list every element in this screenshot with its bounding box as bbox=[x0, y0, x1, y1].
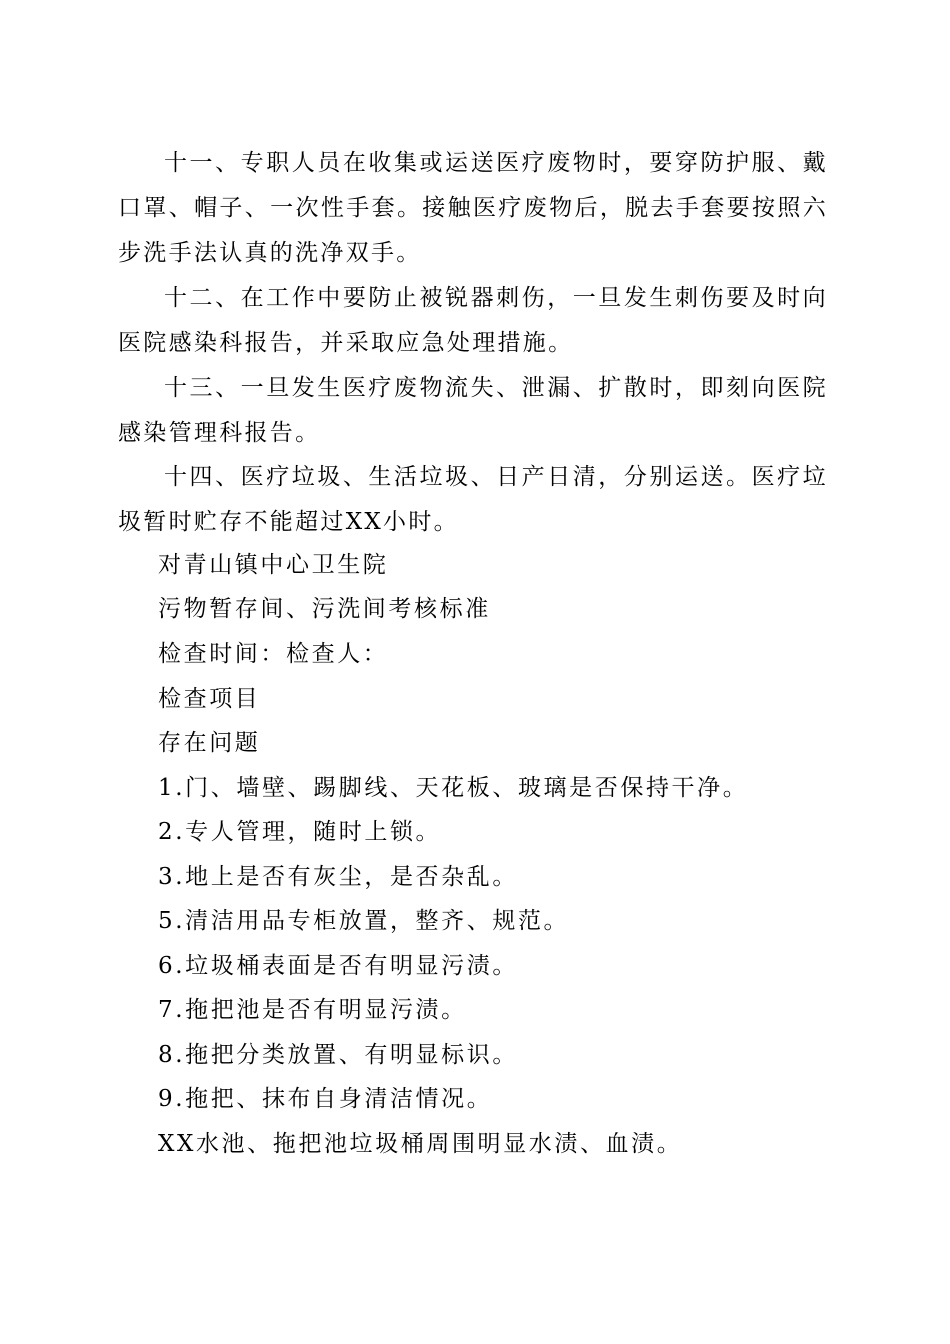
check-item-water-pool: XX水池、拖把池垃圾桶周围明显水渍、血渍。 bbox=[158, 1131, 683, 1157]
check-item-7: 7.拖把池是否有明显污渍。 bbox=[158, 997, 467, 1023]
hospital-name: 对青山镇中心卫生院 bbox=[158, 552, 389, 578]
paragraph-thirteen: 十三、一旦发生医疗废物流失、泄漏、扩散时，即刻向医院感染管理科报告。 bbox=[118, 375, 828, 446]
check-item-2: 2.专人管理，随时上锁。 bbox=[158, 819, 442, 845]
existing-problems-heading: 存在问题 bbox=[158, 730, 261, 756]
paragraph-twelve: 十二、在工作中要防止被锐器刺伤，一旦发生刺伤要及时向医院感染科报告，并采取应急处理措施。 bbox=[118, 285, 828, 356]
check-item-1: 1.门、墙壁、踢脚线、天花板、玻璃是否保持干净。 bbox=[158, 775, 749, 801]
inspection-items-heading: 检查项目 bbox=[158, 686, 261, 712]
check-item-8: 8.拖把分类放置、有明显标识。 bbox=[158, 1042, 518, 1068]
check-item-6: 6.垃圾桶表面是否有明显污渍。 bbox=[158, 953, 518, 979]
paragraph-fourteen: 十四、医疗垃圾、生活垃圾、日产日清，分别运送。医疗垃圾暂时贮存不能超过XX小时。 bbox=[118, 464, 828, 535]
check-item-9: 9.拖把、抹布自身清洁情况。 bbox=[158, 1086, 493, 1112]
check-item-3: 3.地上是否有灰尘，是否杂乱。 bbox=[158, 864, 518, 890]
paragraph-eleven: 十一、专职人员在收集或运送医疗废物时，要穿防护服、戴口罩、帽子、一次性手套。接触医疗废物后，脱去手套要按照六步洗手法认真的洗净双手。 bbox=[118, 150, 828, 266]
standard-title: 污物暂存间、污洗间考核标准 bbox=[158, 596, 491, 622]
check-item-5: 5.清洁用品专柜放置，整齐、规范。 bbox=[158, 908, 570, 934]
inspection-time-inspector: 检查时间：检查人： bbox=[158, 641, 389, 667]
